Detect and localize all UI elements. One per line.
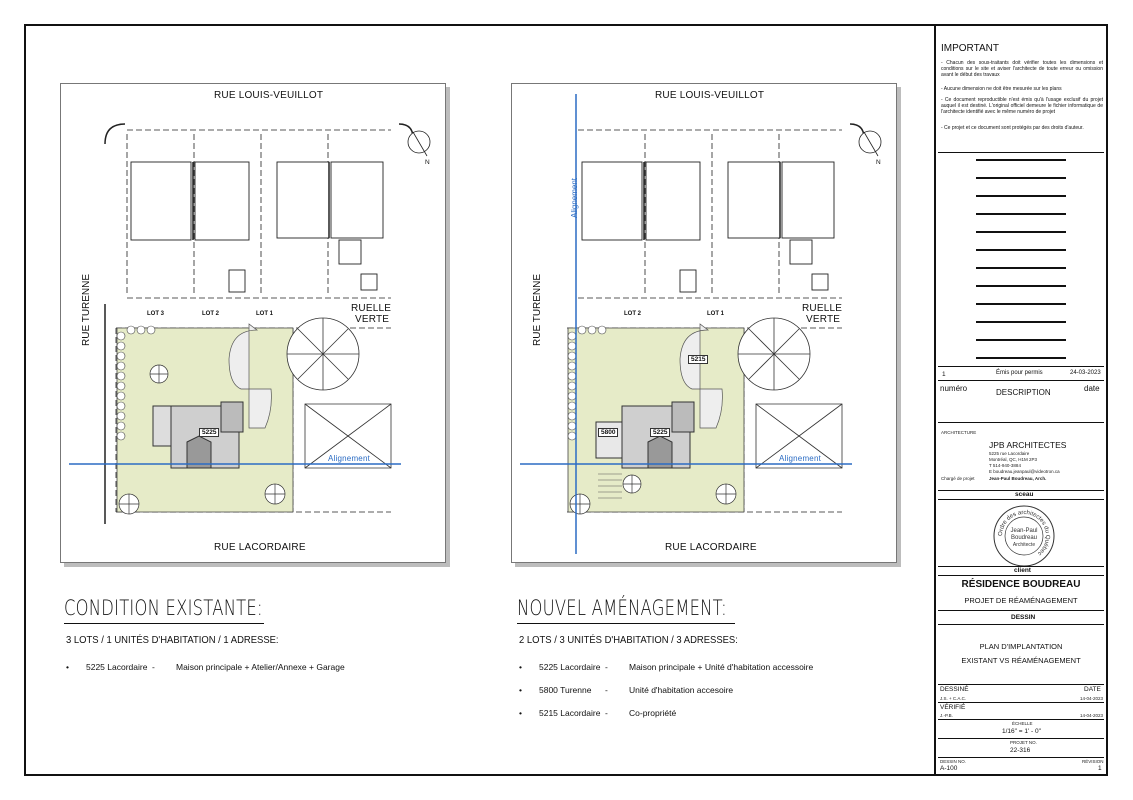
- item-description: Co-propriété: [629, 708, 677, 718]
- verifie-date: 14-04-2023: [1080, 713, 1104, 718]
- north-label: N: [425, 159, 430, 166]
- revision-line: [976, 177, 1066, 179]
- echelle-label: ÉCHELLE: [1012, 721, 1033, 726]
- charge-value: Jean-Paul Boudreau, Arch.: [989, 476, 1047, 481]
- address-tag: 5800: [598, 428, 618, 437]
- important-note: - Aucune dimension ne doit être mesurée sur les plans: [941, 86, 1062, 92]
- firm-phone: T 514-940-3884: [989, 463, 1021, 468]
- divider: [938, 366, 1104, 367]
- lot-label: LOT 1: [707, 311, 725, 317]
- existing-title-underline: [64, 623, 264, 624]
- firm-address: Montréal, QC, H1M 2P3: [989, 457, 1038, 462]
- seal-ring-text: Ordre des architectes du Québec: [997, 509, 1051, 557]
- divider: [938, 422, 1104, 423]
- address-tag: 5215: [688, 355, 708, 364]
- bullet: •: [519, 685, 522, 695]
- item-description: Maison principale + Atelier/Annexe + Garage: [176, 662, 345, 672]
- divider: [938, 738, 1104, 739]
- revision-description: Émis pour permis: [996, 370, 1043, 376]
- projet-label: PROJET NO.: [1010, 740, 1037, 745]
- seal-role: Architecte: [1012, 542, 1036, 548]
- revision-number: 1: [942, 371, 946, 378]
- project-name: PROJET DE RÉAMÉNAGEMENT: [964, 596, 1078, 605]
- divider: [938, 499, 1104, 500]
- divider: [938, 624, 1104, 625]
- revision-label: RÉVISION: [1082, 759, 1104, 764]
- item-dash: -: [605, 685, 608, 695]
- proposed-subtitle: 2 LOTS / 3 UNITÉS D'HABITATION / 3 ADRESSES:: [519, 634, 738, 646]
- proposed-title-underline: [517, 623, 735, 624]
- item-dash: -: [605, 662, 608, 672]
- drawing-subtitle: EXISTANT VS RÉAMÉNAGEMENT: [961, 656, 1081, 665]
- revision-line: [976, 195, 1066, 197]
- item-description: Unité d'habitation accesoire: [629, 685, 734, 695]
- divider: [938, 684, 1104, 685]
- lot-label: LOT 2: [624, 311, 642, 317]
- revision-line: [976, 339, 1066, 341]
- alignment-label-vertical: Alignement: [570, 177, 579, 218]
- divider: [938, 610, 1104, 611]
- drawing-title: PLAN D'IMPLANTATION: [979, 642, 1063, 651]
- seal-name: Jean-Paul: [1010, 528, 1038, 534]
- revision-header-date: date: [1084, 384, 1100, 393]
- existing-subtitle: 3 LOTS / 1 UNITÉS D'HABITATION / 1 ADRESSE:: [66, 634, 279, 646]
- bullet: •: [66, 662, 69, 672]
- street-label-right-2: VERTE: [355, 314, 390, 325]
- street-label-left: RUE TURENNE: [532, 273, 543, 346]
- bullet: •: [519, 662, 522, 672]
- title-block-divider: [934, 24, 936, 776]
- item-dash: -: [152, 662, 155, 672]
- north-label: N: [876, 159, 881, 166]
- divider: [938, 702, 1104, 703]
- street-label-left: RUE TURENNE: [81, 273, 92, 346]
- revision-line: [976, 267, 1066, 269]
- revision-line: [976, 321, 1066, 323]
- street-label-right-2: VERTE: [806, 314, 841, 325]
- lot-label: LOT 2: [202, 311, 220, 317]
- alignment-label: Alignement: [779, 454, 822, 463]
- divider: [938, 719, 1104, 720]
- seal-label: sceau: [1015, 491, 1034, 498]
- street-label-bottom: RUE LACORDAIRE: [214, 542, 306, 553]
- street-label-right-1: RUELLE: [802, 303, 843, 314]
- street-label-top: RUE LOUIS-VEUILLOT: [655, 90, 765, 101]
- item-dash: -: [605, 708, 608, 718]
- item-address: 5215 Lacordaire: [539, 708, 601, 718]
- firm-email: E boudreau.jeanpaul@videotron.ca: [989, 469, 1060, 474]
- dessin-no-value: A-100: [940, 765, 958, 772]
- firm-address: 5225 rue Lacordaire: [989, 451, 1030, 456]
- divider: [938, 380, 1104, 381]
- dessin-no-label: DESSIN NO.: [940, 759, 967, 764]
- street-label-right-1: RUELLE: [351, 303, 392, 314]
- street-label-bottom: RUE LACORDAIRE: [665, 542, 757, 553]
- item-address: 5800 Turenne: [539, 685, 592, 695]
- revision-line: [976, 303, 1066, 305]
- firm-name: JPB ARCHITECTES: [989, 440, 1067, 450]
- proposed-title: NOUVEL AMÉNAGEMENT:: [517, 596, 727, 620]
- dessine-date: 14-04-2023: [1080, 696, 1104, 701]
- revision-value: 1: [1098, 765, 1102, 772]
- important-heading: IMPORTANT: [941, 43, 999, 54]
- important-note: - Chacun des sous-traitants doit vérifier toutes les dimensions et conditions sur le site et aviser l'architecte de toute erreur ou omission avant le début des travaux: [941, 60, 1103, 78]
- revision-line: [976, 231, 1066, 233]
- dessine-by: J.S. + C.A.C.: [940, 696, 967, 701]
- verifie-label: VÉRIFIÉ: [940, 704, 966, 711]
- title-block: [934, 24, 1108, 776]
- existing-site-plan: [60, 83, 446, 563]
- address-tag: 5225: [199, 428, 219, 437]
- architecture-label: ARCHITECTURE: [941, 430, 977, 435]
- item-address: 5225 Lacordaire: [86, 662, 148, 672]
- proposed-site-plan: [511, 83, 897, 563]
- revision-line: [976, 249, 1066, 251]
- seal-name: Boudreau: [1010, 535, 1038, 541]
- important-note: - Ce projet et ce document sont protégés par des droits d'auteur.: [941, 125, 1084, 131]
- revision-line: [976, 213, 1066, 215]
- divider: [938, 152, 1104, 153]
- street-label-top: RUE LOUIS-VEUILLOT: [214, 90, 324, 101]
- lot-label: LOT 3: [147, 311, 165, 317]
- important-note: - Ce document reproductible n'est émis qu'à l'usage exclusif du projet auquel il est destiné. L'original officiel demeure le fichier informatique de l'architecte identifié avec le même numéro de projet: [941, 97, 1103, 115]
- item-description: Maison principale + Unité d'habitation accessoire: [629, 662, 814, 672]
- projet-value: 22-316: [1010, 747, 1031, 754]
- revision-header-desc: DESCRIPTION: [996, 388, 1051, 397]
- revision-line: [976, 285, 1066, 287]
- dessin-label: DESSIN: [1011, 614, 1036, 621]
- bullet: •: [519, 708, 522, 718]
- revision-header-num: numéro: [940, 384, 968, 393]
- revision-date: 24-03-2023: [1070, 370, 1101, 376]
- address-tag: 5225: [650, 428, 670, 437]
- client-label: client: [1014, 567, 1031, 574]
- alignment-label: Alignement: [328, 454, 371, 463]
- divider: [938, 757, 1104, 758]
- revision-line: [976, 357, 1066, 359]
- existing-title: CONDITION EXISTANTE:: [64, 596, 263, 620]
- echelle-value: 1/16" = 1' - 0": [1002, 728, 1041, 735]
- verifie-by: J.-P.B.: [940, 713, 953, 718]
- date-label: DATE: [1084, 686, 1101, 693]
- divider: [938, 575, 1104, 576]
- dessine-label: DESSINÉ: [940, 686, 969, 693]
- architect-seal: [992, 504, 1056, 568]
- client-name: RÉSIDENCE BOUDREAU: [961, 579, 1081, 590]
- lot-label: LOT 1: [256, 311, 274, 317]
- item-address: 5225 Lacordaire: [539, 662, 601, 672]
- charge-label: Chargé de projet: [941, 476, 975, 481]
- revision-line: [976, 159, 1066, 161]
